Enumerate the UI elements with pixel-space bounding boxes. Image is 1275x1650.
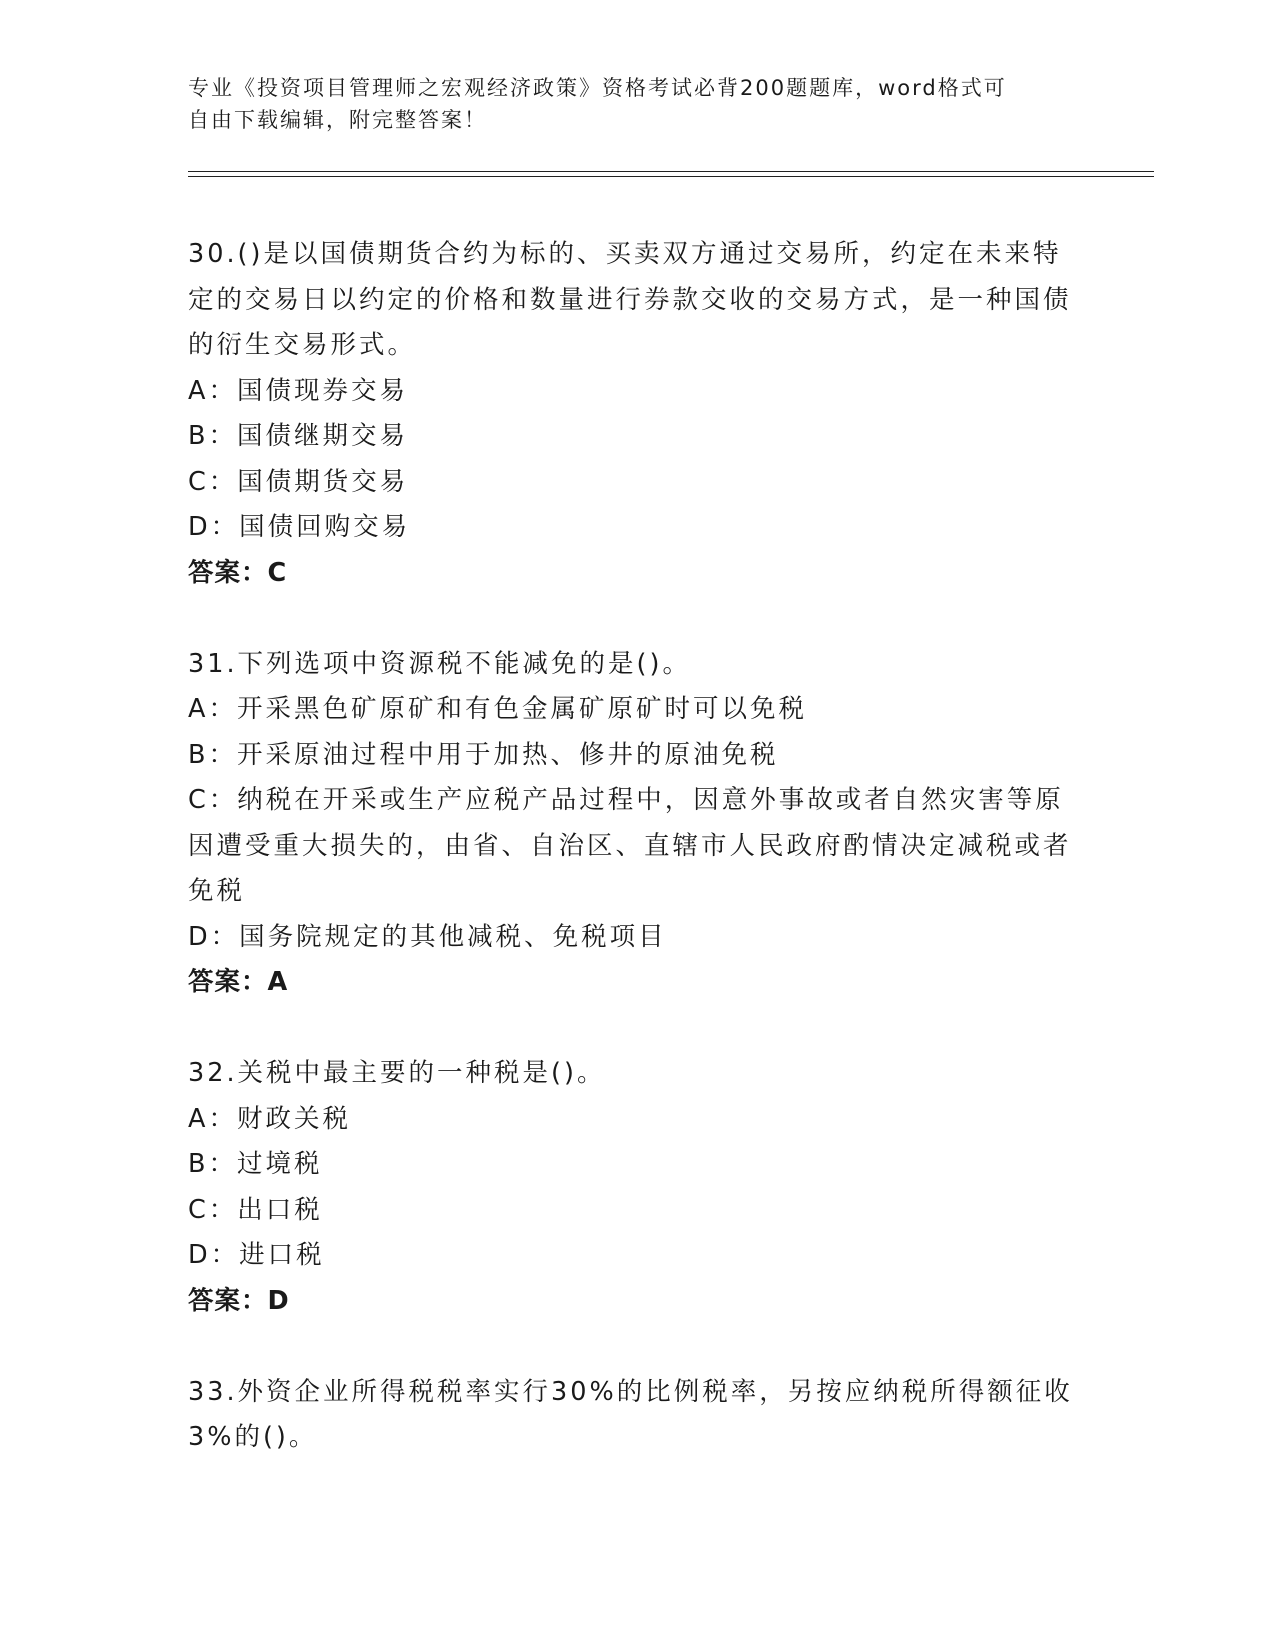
document-header (188, 72, 1088, 136)
option-c: C：国债期货交易 (188, 466, 409, 497)
intro-line-2: 自由下载编辑，附完整答案！ (188, 108, 487, 132)
question-stem: 30.()是以国债期货合约为标的、买卖双方通过交易所，约定在未来特定的交易日以约定的价格和数量进行券款交收的交易方式，是一种国债的衍生交易形式。 (188, 239, 1072, 360)
option-d: D：国务院规定的其他减税、免税项目 (188, 921, 667, 952)
answer-line: 答案：D (188, 1285, 290, 1316)
answer-line: 答案：C (188, 557, 288, 588)
question-30 (188, 232, 1088, 596)
header-rule-bottom (188, 176, 1154, 177)
question-33 (188, 1370, 1088, 1461)
question-31 (188, 642, 1088, 1006)
option-a: A：财政关税 (188, 1103, 351, 1134)
option-b: B：开采原油过程中用于加热、修井的原油免税 (188, 739, 779, 770)
option-a: A：国债现券交易 (188, 375, 408, 406)
option-d: D：国债回购交易 (188, 512, 411, 542)
answer-line: 答案：A (188, 967, 289, 997)
option-b: B：国债继期交易 (188, 421, 408, 451)
header-rule-top (188, 171, 1154, 172)
option-a: A：开采黑色矿原矿和有色金属矿原矿时可以免税 (188, 694, 807, 724)
question-stem: 33.外资企业所得税税率实行30%的比例税率，另按应纳税所得额征收3%的()。 (188, 1376, 1073, 1452)
question-list (188, 232, 1088, 1461)
question-stem: 31.下列选项中资源税不能减免的是()。 (188, 648, 691, 679)
intro-line-1: 专业《投资项目管理师之宏观经济政策》资格考试必背200题题库，word格式可 (188, 76, 1007, 100)
option-c: C：出口税 (188, 1194, 323, 1225)
option-d: D：进口税 (188, 1240, 325, 1270)
option-b: B：过境税 (188, 1149, 323, 1179)
question-32 (188, 1051, 1088, 1324)
question-stem: 32.关税中最主要的一种税是()。 (188, 1058, 606, 1088)
option-c: C：纳税在开采或生产应税产品过程中，因意外事故或者自然灾害等原因遭受重大损失的，由省、自治区、直辖市人民政府酌情决定减税或者免税 (188, 785, 1072, 906)
